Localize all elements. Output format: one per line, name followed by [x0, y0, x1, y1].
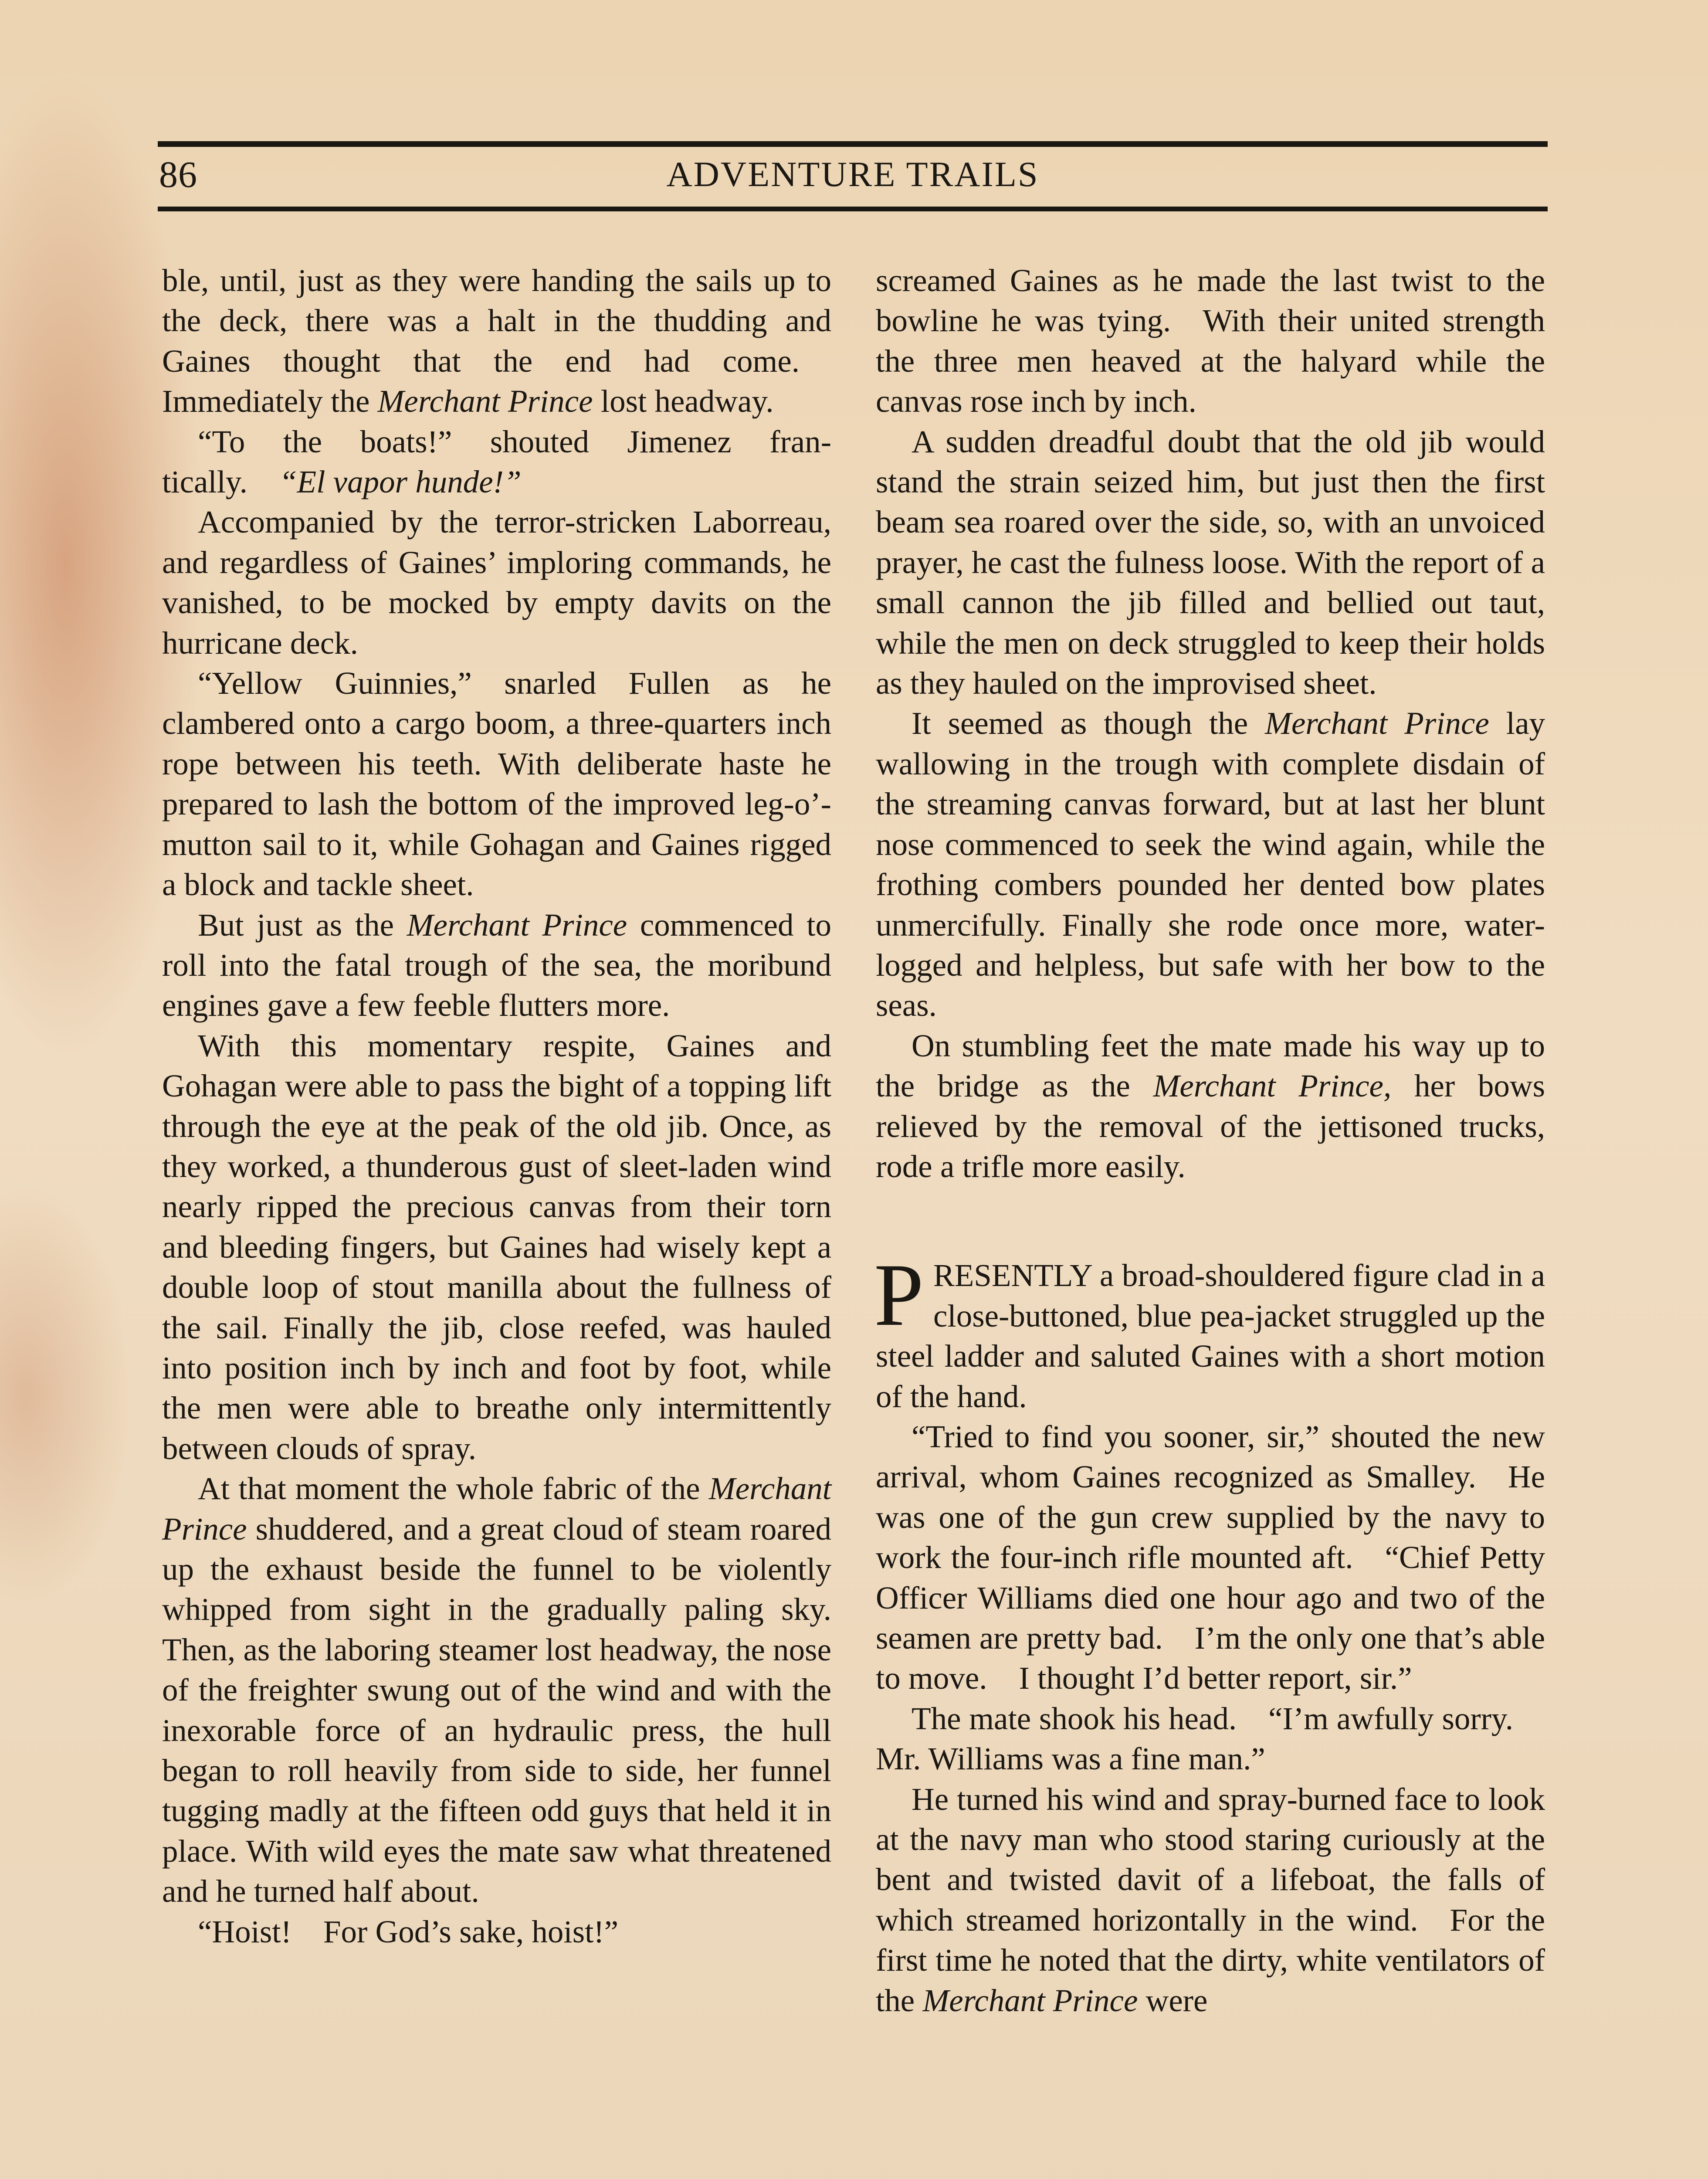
text-run: At that moment the whole fabric of the [198, 1471, 709, 1507]
drop-cap: P [874, 1246, 924, 1345]
paragraph [162, 1026, 831, 1469]
text-run: screamed Gaines as he made the last twist to the bowline he was tying. With their united strength the three men heaved at the halyard while the canvas rose inch by inch. [876, 263, 1545, 419]
text-run: Accompanied by the terror-stricken Laborreau, and regardless of Gaines’ imploring commands, he vanished, to be mocked by empty davits on the hurricane deck. [162, 504, 831, 661]
text-run: RESENTLY a broad-shouldered figure clad in a close-buttoned, blue pea-jacket struggled up the steel ladder and saluted Gaines with a short motion of the hand. [876, 1258, 1545, 1414]
ship-name-italic: “El vapor hunde!” [279, 464, 522, 500]
paragraph [162, 1469, 831, 1911]
paragraph [162, 502, 831, 663]
text-run: shuddered, and a great cloud of steam roared up the exhaust beside the funnel to be violently whipped from sight in the gradually paling sky. Then, as the laboring steamer lost headway, the nose of the freighter swung out of the wind and with the inexorable force of an hydraulic press, the hull began to roll heavily from side to side, her funnel tugging madly at the fifteen odd guys that held it in place. With wild eyes the mate saw what threatened and he turned half about. [162, 1511, 831, 1909]
paragraph [876, 1417, 1545, 1699]
text-column-left [162, 261, 831, 1952]
text-run: A sudden dreadful doubt that the old jib would stand the strain seized him, but just then the first beam sea roared over the side, so, with an unvoiced prayer, he cast the fulness loose. With the report of a small cannon the jib filled and bellied out taut, while the men on deck struggled to keep their holds as they hauled on the improvised sheet. [876, 424, 1545, 701]
paragraph [876, 261, 1545, 422]
paragraph [876, 1026, 1545, 1187]
text-run: her bows relieved by the removal of the jettisoned trucks, rode a trifle more easily. [876, 1068, 1545, 1184]
paragraph [874, 1246, 1545, 1417]
ship-name-italic: Merchant Prince [377, 384, 593, 419]
page-number: 86 [159, 153, 197, 195]
text-run: But just as the [198, 907, 407, 943]
ship-name-italic: Merchant Prince [1265, 706, 1489, 741]
paragraph [876, 703, 1545, 1025]
paragraph [162, 663, 831, 905]
text-column-right [876, 261, 1545, 2021]
ship-name-italic: Merchant Prince, [1153, 1068, 1392, 1104]
paragraph [162, 1912, 831, 1952]
running-title: ADVENTURE TRAILS [666, 154, 1039, 194]
paragraph [876, 422, 1545, 704]
text-run: “To the boats!” shouted Jimenez frantically. [162, 424, 831, 500]
text-run: “Yellow Guinnies,” snarled Fullen as he clambered onto a cargo boom, a three-quarters inch rope between his teeth. With deliberate haste he prepared to lash the bottom of the improved leg-o’-mutton sail to it, while Gohagan and Gaines rigged a block and tackle sheet. [162, 665, 831, 903]
text-run: “Hoist! For God’s sake, hoist!” [198, 1914, 619, 1949]
text-run: commenced to roll into the fatal trough of the sea, the moribund engines gave a few feeble flutters more. [162, 907, 831, 1023]
text-run: He turned his wind and spray-burned face to look at the navy man who stood staring curiously at the bent and twisted davit of a lifeboat, the falls of which streamed horizontally in the wind. For the first time he noted that the dirty, white ventilators of the [876, 1781, 1545, 2018]
text-run: On stumbling feet the mate made his way up to the bridge as the [876, 1028, 1545, 1104]
paragraph [876, 1779, 1545, 2021]
paragraph [876, 1699, 1545, 1779]
ship-name-italic: Merchant Prince [922, 1982, 1138, 2018]
text-run: The mate shook his head. “I’m awfully sorry. Mr. Williams was a fine man.” [876, 1700, 1545, 1777]
text-run: lay wallowing in the trough with complete disdain of the streaming canvas forward, but at last her blunt nose commenced to seek the wind again, while the frothing combers pounded her dented bow plates unmercifully. Finally she rode once more, water-logged and helpless, but safe with her bow to the seas. [876, 706, 1545, 1023]
paragraph [162, 261, 831, 422]
ship-name-italic: Merchant Prince [162, 1471, 831, 1547]
text-run: were [1138, 1982, 1208, 2018]
paragraph [162, 905, 831, 1026]
text-run: ble, until, just as they were handing the sails up to the deck, there was a halt in the thudding and Gaines thought that the end had come. Immediately the [162, 263, 831, 419]
paragraph [162, 422, 831, 502]
text-run: lost headway. [593, 384, 774, 419]
header-rule-bottom [158, 207, 1548, 211]
text-run: “Tried to find you sooner, sir,” shouted the new arrival, whom Gaines recognized as Smalley. He was one of the gun crew supplied by the navy to work the four-inch rifle mounted aft. “Chief Petty Officer Williams died one hour ago and two of the seamen are pretty bad. I’m the only one that’s able to move. I thought I’d better report, sir.” [876, 1419, 1545, 1696]
text-run: It seemed as though the [912, 706, 1265, 741]
header-rule-top [158, 141, 1548, 147]
ship-name-italic: Merchant Prince [407, 907, 627, 943]
text-run: With this momentary respite, Gaines and Gohagan were able to pass the bight of a topping lift through the eye at the peak of the old jib. Once, as they worked, a thunderous gust of sleet-laden wind nearly ripped the precious canvas from their torn and bleeding fingers, but Gaines had wisely kept a double loop of stout manilla about the fullness of the sail. Finally the jib, close reefed, was hauled into position inch by inch and foot by foot, while the men were able to breathe only intermittently between clouds of spray. [162, 1028, 831, 1466]
